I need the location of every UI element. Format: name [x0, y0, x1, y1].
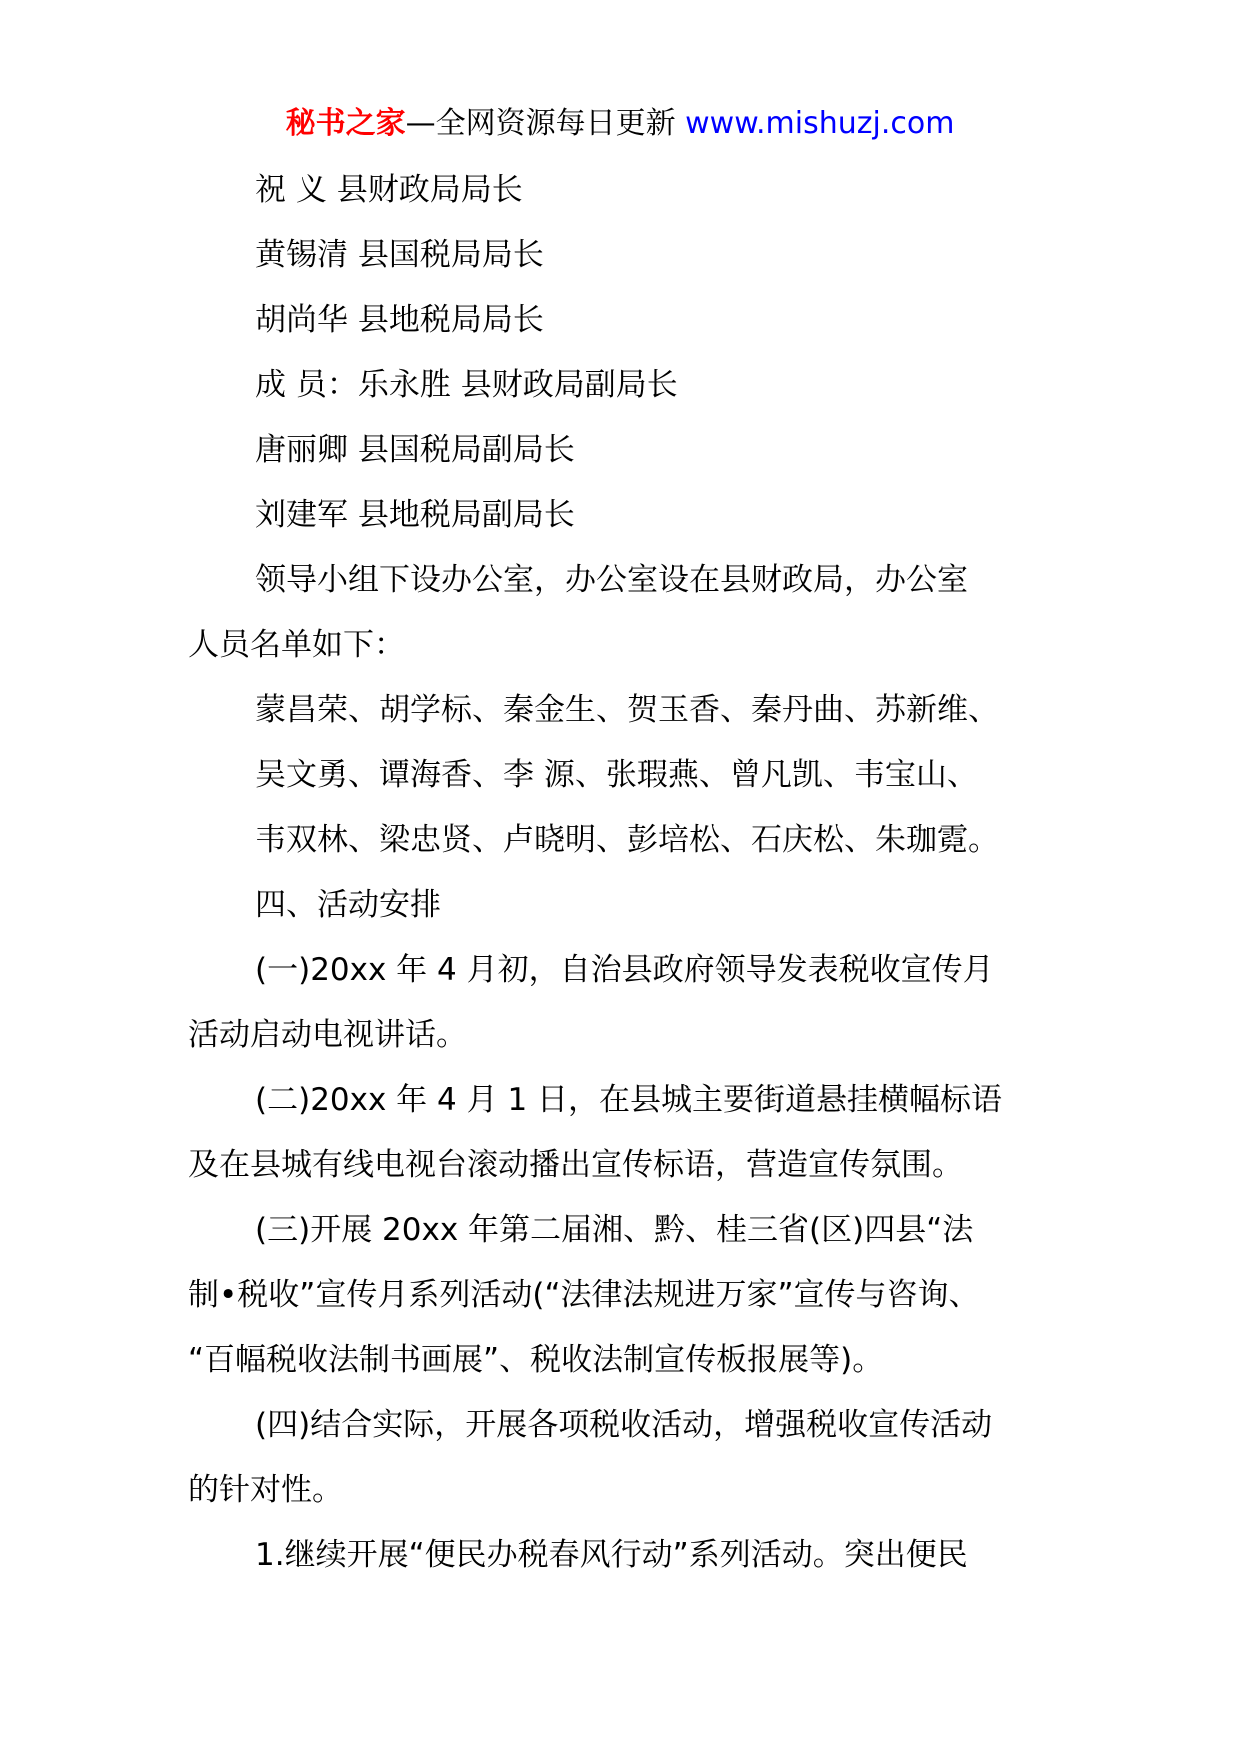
text-line: 领导小组下设办公室，办公室设在县财政局，办公室: [255, 562, 968, 598]
text-line: (四)结合实际，开展各项税收活动，增强税收宣传活动: [255, 1407, 993, 1443]
text-line: 及在县城有线电视台滚动播出宣传标语，营造宣传氛围。: [188, 1147, 963, 1183]
text-line: (一)20xx 年 4 月初，自治县政府领导发表税收宣传月: [255, 952, 994, 988]
text-line: 吴文勇、谭海香、李 源、张瑕燕、曾凡凯、韦宝山、: [255, 757, 978, 793]
text-line: “百幅税收法制书画展”、税收法制宣传板报展等)。: [188, 1342, 884, 1378]
text-line: 活动启动电视讲话。: [188, 1017, 467, 1053]
text-line: (二)20xx 年 4 月 1 日，在县城主要街道悬挂横幅标语: [255, 1082, 1003, 1118]
text-line: (三)开展 20xx 年第二届湘、黔、桂三省(区)四县“法: [255, 1212, 974, 1248]
text-line: 成 员：乐永胜 县财政局副局长: [255, 367, 678, 403]
site-slogan: —全网资源每日更新: [405, 106, 676, 141]
text-line: 黄锡清 县国税局局长: [255, 237, 544, 273]
text-line: 祝 义 县财政局局长: [255, 172, 523, 208]
site-header: [0, 104, 1240, 144]
site-url-link[interactable]: www.mishuzj.com: [685, 106, 955, 141]
text-line: 蒙昌荣、胡学标、秦金生、贺玉香、秦丹曲、苏新维、: [255, 692, 999, 728]
text-line: 唐丽卿 县国税局副局长: [255, 432, 575, 468]
text-line: 1.继续开展“便民办税春风行动”系列活动。突出便民: [255, 1537, 968, 1573]
text-line: 韦双林、梁忠贤、卢晓明、彭培松、石庆松、朱珈霓。: [255, 822, 999, 858]
brand-name: 秘书之家: [285, 106, 406, 141]
text-line: 刘建军 县地税局副局长: [255, 497, 575, 533]
text-line: 的针对性。: [188, 1472, 343, 1508]
section-heading: 四、活动安排: [255, 887, 441, 923]
text-line: 制•税收”宣传月系列活动(“法律法规进万家”宣传与咨询、: [188, 1277, 980, 1313]
document-body: [188, 168, 1068, 1598]
text-line: 胡尚华 县地税局局长: [255, 302, 544, 338]
text-line: 人员名单如下：: [188, 627, 405, 663]
